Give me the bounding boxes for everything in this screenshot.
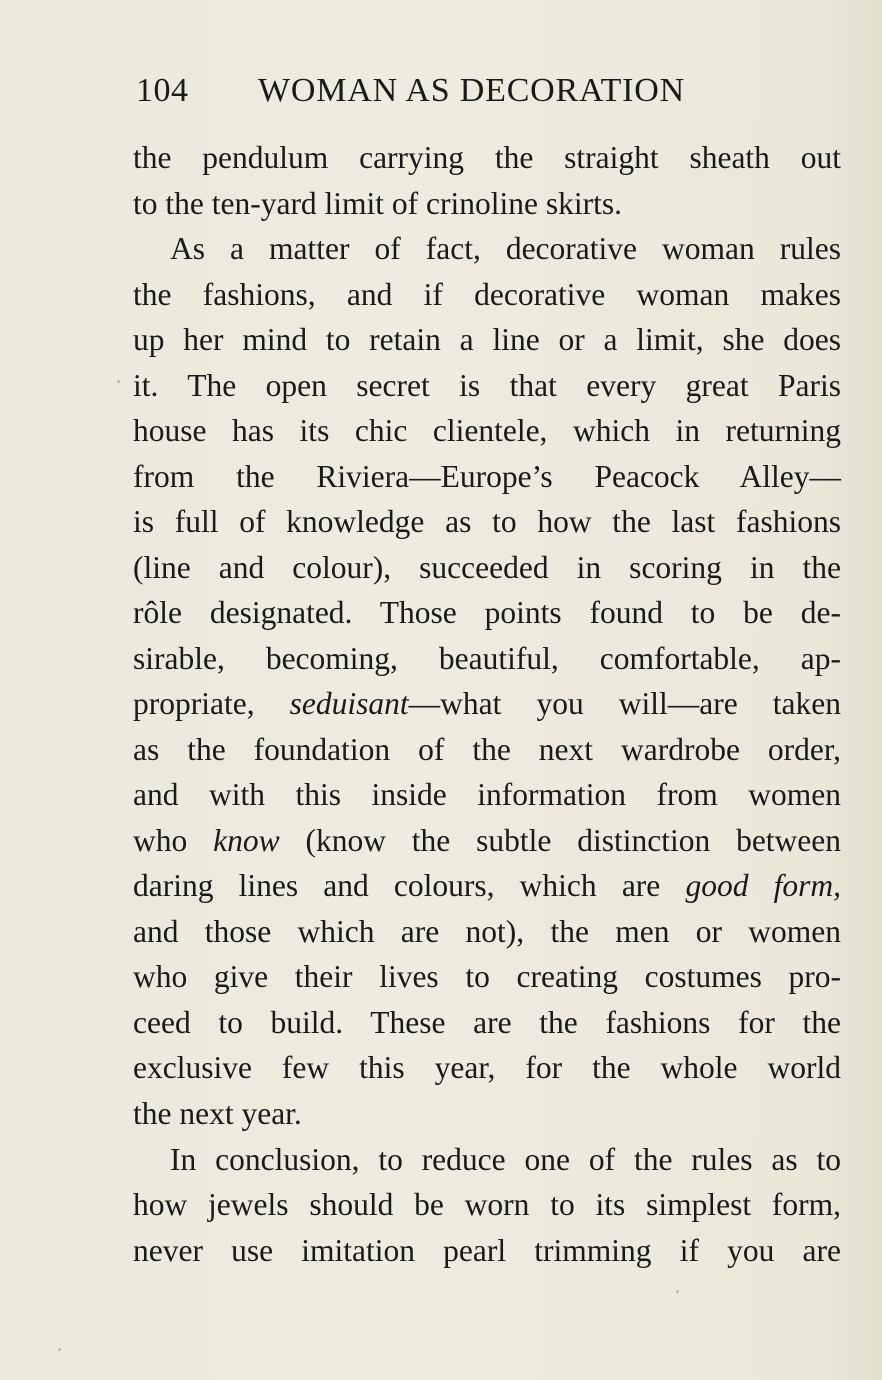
text-line [133,864,841,908]
running-head [136,72,840,120]
text-line [133,773,841,817]
italic-term: know [213,823,280,858]
text-line [133,500,841,544]
text-line [133,637,841,681]
text-line [133,364,841,408]
text-line [133,591,841,635]
text-segment: how jewels should be worn to its simplest form, [133,1187,841,1222]
text-segment: —what you will—are taken [408,686,841,721]
text-segment: the fashions, and if decorative woman makes [133,277,841,312]
text-segment: from the Riviera—Europe’s Peacock Alley— [133,459,841,494]
text-segment: who [133,823,214,858]
paper-speck [676,1290,679,1293]
italic-term: good form, [685,868,841,903]
text-line [133,546,841,590]
text-segment: up her mind to retain a line or a limit, she does [133,322,841,357]
text-segment: (know the subtle distinction between [279,823,842,858]
text-segment: and those which are not), the men or women [133,914,841,949]
paragraph-first-line [170,227,841,271]
text-segment: rôle designated. Those points found to be de- [133,595,841,630]
text-line [133,273,841,317]
text-segment: daring lines and colours, which are [133,868,686,903]
text-line [133,136,841,180]
text-segment: is full of knowledge as to how the last fashions [133,504,841,539]
text-segment: as the foundation of the next wardrobe order, [133,732,841,767]
text-segment: propriate, [133,686,290,721]
text-segment: the next year. [133,1096,302,1131]
paragraph-first-line [170,1138,841,1182]
text-line [133,819,841,863]
text-line [133,910,841,954]
text-line [133,1001,841,1045]
text-segment: the pendulum carrying the straight sheath out [133,140,841,175]
text-segment: it. The open secret is that every great Paris [133,368,841,403]
text-segment: (line and colour), succeeded in scoring in the [133,550,841,585]
paper-speck [117,380,120,383]
text-line [133,182,841,226]
paper-speck [58,1348,61,1351]
running-title: WOMAN AS DECORATION [258,72,685,109]
italic-term: seduisant [289,686,409,721]
text-line [133,1183,841,1227]
text-segment: In conclusion, to reduce one of the rules as to [170,1142,841,1177]
text-segment: never use imitation pearl trimming if you are [133,1233,841,1268]
text-line [133,409,841,453]
text-line [133,728,841,772]
text-segment: sirable, becoming, beautiful, comfortable, ap- [133,641,841,676]
text-line [133,318,841,362]
text-segment: ceed to build. These are the fashions for the [133,1005,841,1040]
text-segment: to the ten-yard limit of crinoline skirts. [133,186,623,221]
text-segment: As a matter of fact, decorative woman rules [170,231,841,266]
text-line [133,455,841,499]
text-line [133,1092,841,1136]
text-segment: house has its chic clientele, which in returning [133,413,841,448]
text-line [133,955,841,999]
page-number: 104 [136,72,189,109]
text-segment: who give their lives to creating costumes pro- [133,959,841,994]
text-segment: and with this inside information from women [133,777,841,812]
text-line [133,1229,841,1273]
text-line [133,682,841,726]
text-line [133,1046,841,1090]
text-segment: exclusive few this year, for the whole world [133,1050,841,1085]
